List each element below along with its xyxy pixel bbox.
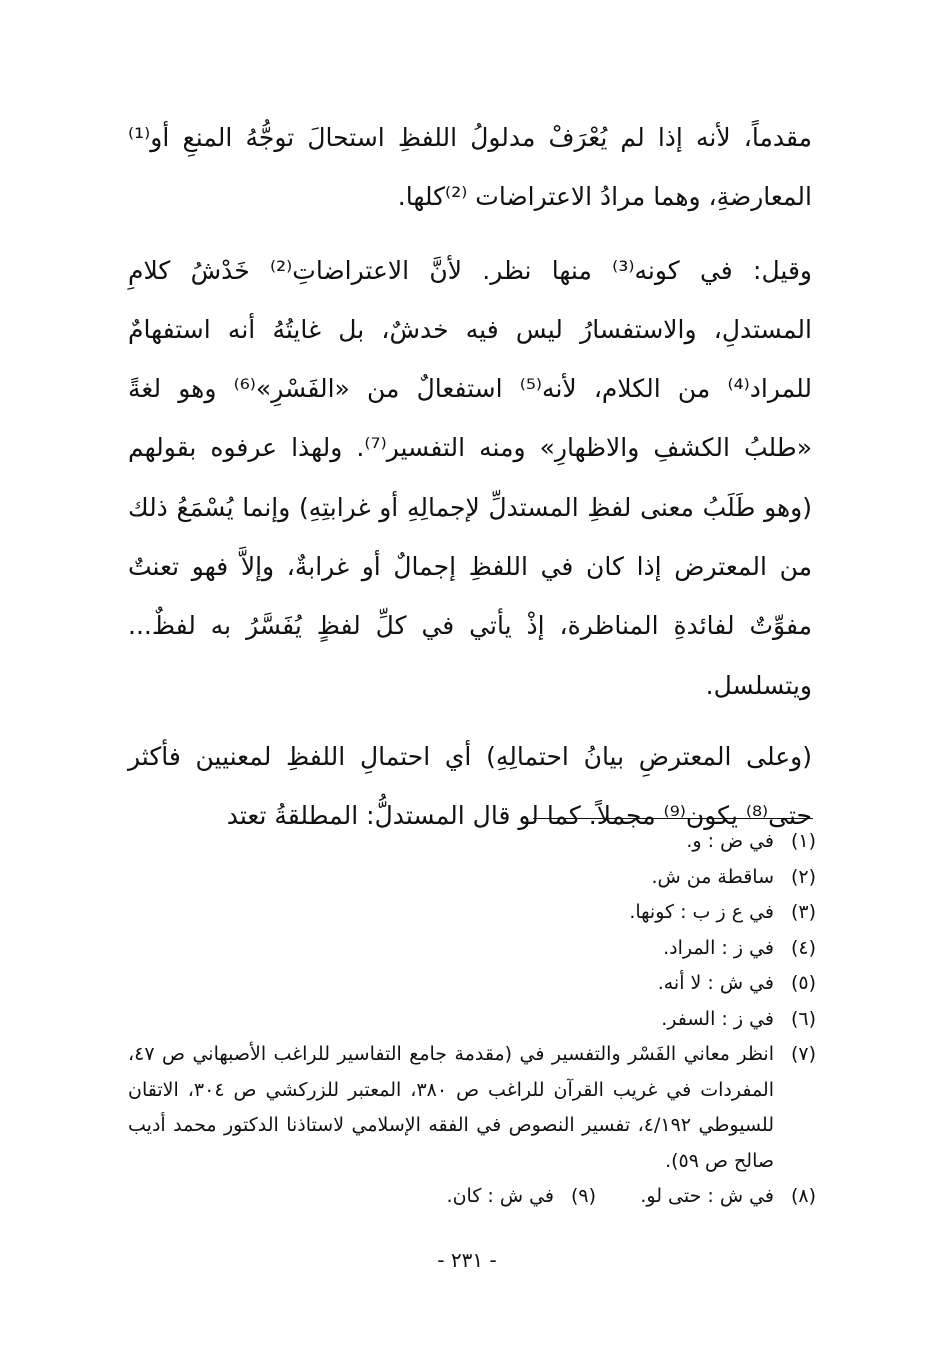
footnote-2: [128, 860, 816, 896]
footnote-number: (٢): [790, 865, 816, 888]
footnote-number: (١): [790, 830, 816, 852]
footnote-8: [596, 1179, 816, 1215]
footnote-text: انظر معاني الفَسْر والتفسير في (مقدمة جامع التفاسير للراغب الأصبهاني ص ٤٧، المفردات في غريب القرآن للراغب ص ٣٨٠، المعتبر للزركشي ص ٣٠٤، الاتقان للسيوطي ٤/١٩٢، تفسير النصوص في الفقه الإسلامي لاستاذنا الدكتور محمد أديب صالح ص ٥٩).: [128, 1043, 775, 1172]
footnote-number: (٦): [790, 1007, 816, 1030]
footnote-number: (٨): [790, 1185, 816, 1207]
footnote-4: [128, 931, 816, 967]
footnote-6: [128, 1002, 816, 1038]
footnote-text: في ز : السفر.: [661, 1007, 774, 1030]
paragraph-1: مقدماً، لأنه إذا لم يُعْرَفْ مدلولُ اللفظِ استحالَ توجُّهُ المنعِ أو⁽¹⁾ المعارضةِ، وهما مرادُ الاعتراضات ⁽²⁾كلها.: [128, 123, 812, 212]
footnote-text: في ش : كان.: [446, 1185, 554, 1207]
paragraph-2: وقيل: في كونه⁽³⁾ منها نظر. لأنَّ الاعتراضاتِ⁽²⁾ خَدْشُ كلامِ المستدلِ، والاستفسارُ ليس فيه خدشٌ، بل غايتُهُ أنه استفهامٌ للمراد⁽⁴⁾ من الكلام، لأنه⁽⁵⁾ استفعالٌ من «الفَسْرِ»⁽⁶⁾ وهو لغةً «طلبُ الكشفِ والاظهارِ» ومنه التفسير⁽⁷⁾. ولهذا عرفوه بقولهم (وهو طَلَبُ معنى لفظِ المستدلِّ لإجمالِهِ أو غرابتِهِ) وإنما يُسْمَعُ ذلك من المعترض إذا كان في اللفظِ إجمالٌ أو غرابةٌ، وإلاَّ فهو تعنتٌ مفوِّتٌ لفائدةِ المناظرة، إذْ يأتي في كلِّ لفظٍ يُفَسَّرُ به لفظٌ... ويتسلسل.: [128, 255, 813, 700]
page-number: - ٢٣١ -: [437, 1248, 497, 1272]
paragraph-3: (وعلى المعترضِ بيانُ احتمالِهِ) أي احتمالِ اللفظِ لمعنيين فأكثر حتى⁽⁸⁾ يكون⁽⁹⁾ مجملاً. كما لو قال المستدلُّ: المطلقةُ تعتد: [128, 741, 812, 831]
footnote-7: [128, 1037, 816, 1179]
footnote-number: (٣): [790, 901, 816, 923]
footnote-number: (٥): [790, 972, 816, 994]
footnote-text: في ش : لا أنه.: [657, 972, 774, 994]
footnote-text: في ش : حتى لو.: [640, 1185, 774, 1207]
footnote-number: (٧): [790, 1043, 816, 1065]
footnote-1: [128, 824, 816, 860]
footnote-text: في ض : و.: [686, 830, 774, 852]
footnote-pair-8-9: [128, 1179, 816, 1215]
footnote-number: (٤): [790, 936, 816, 959]
footnote-separator-line: [533, 818, 813, 819]
footnote-5: [128, 966, 816, 1002]
footnote-text: ساقطة من ش.: [651, 865, 774, 888]
footnote-text: في ع ز ب : كونها.: [629, 901, 774, 923]
footnote-number: (٩): [570, 1185, 596, 1207]
footnote-text: في ز : المراد.: [663, 936, 774, 959]
footnote-9: [396, 1179, 596, 1215]
footnote-3: [128, 895, 816, 931]
footnotes-block: [128, 824, 816, 1215]
main-text-block: [128, 108, 812, 846]
